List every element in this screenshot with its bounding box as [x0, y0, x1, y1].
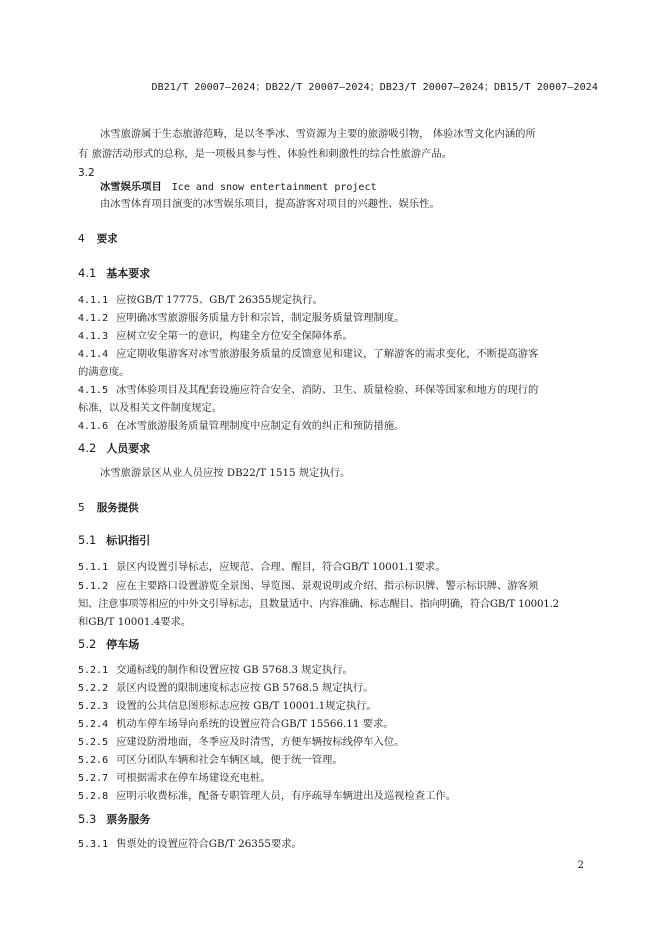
section-5-1-heading — [78, 530, 598, 551]
section-4-2-heading — [78, 438, 598, 459]
section-4-1-heading — [78, 263, 598, 284]
section-title: 标识指引 — [106, 534, 151, 547]
clause-5-1-1: 5.1.1 景区内设置引导标志，应规范、合理、醒目，符合GB/T 10001.1要求。 — [78, 561, 446, 573]
clause-4-1-5-continued: 标准，以及相关文件制度规定。 — [78, 402, 223, 414]
section-number: 5 — [78, 502, 85, 514]
section-number: 4.2 — [78, 441, 97, 455]
section-4-2-text: 冰雪旅游景区从业人员应按 DB22/T 1515 规定执行。 — [100, 467, 351, 479]
clause-5-1-2-continued-2: 和GB/T 10001.4要求。 — [78, 616, 192, 628]
section-title: 服务提供 — [96, 502, 139, 514]
section-4-heading — [78, 229, 598, 249]
clause-5-2-8: 5.2.8 应明示收费标准，配备专职管理人员，有序疏导车辆进出及巡视检查工作。 — [78, 790, 456, 802]
clause-5-2-5: 5.2.5 应建设防滑地面，冬季应及时清雪，方便车辆按标线停车入位。 — [78, 736, 405, 748]
term-number: 3.2 — [78, 167, 95, 179]
term-3-2-definition: 由冰雪体育项目演变的冰雪娱乐项目，提高游客对项目的兴趣性、娱乐性。 — [100, 198, 440, 210]
clause-5-2-4: 5.2.4 机动车停车场导向系统的设置应符合GB/T 15566.11 要求。 — [78, 718, 394, 730]
clause-5-2-7: 5.2.7 可根据需求在停车场建设充电桩。 — [78, 772, 271, 784]
clause-4-1-3: 4.1.3 应树立安全第一的意识，构建全方位安全保障体系。 — [78, 330, 353, 342]
clause-4-1-2: 4.1.2 应明确冰雪旅游服务质量方针和宗旨，制定服务质量管理制度。 — [78, 312, 405, 324]
document-code-header: DB21/T 20007—2024；DB22/T 20007—2024；DB23/T 20007—2024；DB15/T 20007—2024 — [151, 82, 598, 93]
section-title: 要求 — [96, 233, 118, 245]
section-number: 5.3 — [78, 812, 97, 826]
term-english: Ice and snow entertainment project — [171, 182, 377, 193]
definition-3-1-line1: 冰雪旅游属于生态旅游范畴，是以冬季冰、雪资源为主要的旅游吸引物， 体验冰雪文化内涵的所 — [100, 128, 536, 140]
clause-5-2-6: 5.2.6 可区分团队车辆和社会车辆区域，便于统一管理。 — [78, 754, 343, 766]
section-5-2-heading — [78, 634, 598, 655]
definition-3-1-line2: 有 旅游活动形式的总称，是一项极具参与性、体验性和刺激性的综合性旅游产品。 — [78, 148, 452, 160]
section-title: 停车场 — [106, 638, 140, 651]
clause-4-1-4: 4.1.4 应定期收集游客对冰雪旅游服务质量的反馈意见和建议，了解游客的需求变化，不断提高游客 — [78, 348, 539, 360]
section-5-heading — [78, 498, 598, 518]
clause-4-1-1: 4.1.1 应按GB/T 17775、GB/T 26355规定执行。 — [78, 294, 323, 306]
page-number: 2 — [577, 860, 584, 871]
clause-5-3-1: 5.3.1 售票处的设置应符合GB/T 26355要求。 — [78, 838, 302, 850]
section-title: 票务服务 — [106, 813, 151, 826]
section-5-3-heading — [78, 809, 598, 830]
section-number: 4 — [78, 233, 85, 245]
section-number: 5.1 — [78, 533, 97, 547]
term-chinese: 冰雪娱乐项目 — [100, 181, 162, 193]
section-title: 基本要求 — [106, 267, 151, 280]
clause-5-2-2: 5.2.2 景区内设置的限制速度标志应按 GB 5768.5 规定执行。 — [78, 682, 374, 694]
section-number: 5.2 — [78, 637, 97, 651]
clause-5-1-2-continued: 知、注意事项等相应的中外文引导标志，且数量适中、内容准确、标志醒目、指向明确，符合GB/T 10001.2 — [78, 598, 559, 610]
clause-4-1-4-continued: 的满意度。 — [78, 366, 130, 378]
section-title: 人员要求 — [106, 442, 151, 455]
clause-4-1-5: 4.1.5 冰雪体验项目及其配套设施应符合安全、消防、卫生、质量检验、环保等国家和地方的现行的 — [78, 384, 539, 396]
clause-4-1-6: 4.1.6 在冰雪旅游服务质量管理制度中应制定有效的纠正和预防措施。 — [78, 420, 405, 432]
clause-5-1-2: 5.1.2 应在主要路口设置游览全景图、导览图、景观说明或介绍、指示标识牌、警示标识牌、游客须 — [78, 580, 539, 592]
clause-5-2-1: 5.2.1 交通标线的制作和设置应按 GB 5768.3 规定执行。 — [78, 664, 353, 676]
section-number: 4.1 — [78, 266, 97, 280]
clause-5-2-3: 5.2.3 设置的公共信息图形标志应按 GB/T 10001.1规定执行。 — [78, 700, 377, 712]
